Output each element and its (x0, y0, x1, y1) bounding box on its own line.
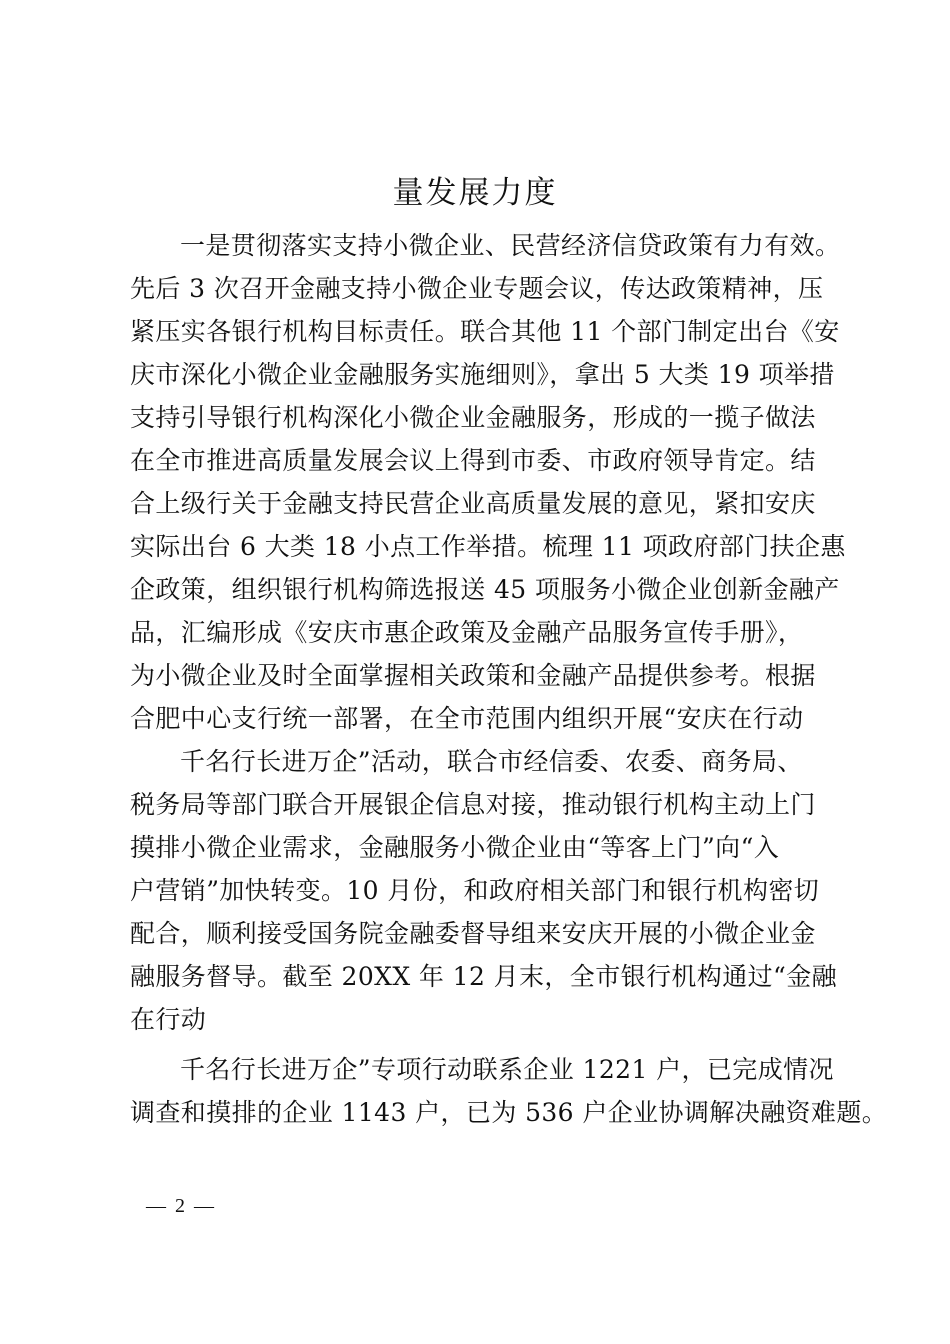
paragraph-line: 户营销”加快转变。10 月份，和政府相关部门和银行机构密切 (130, 876, 820, 905)
paragraph-line: 合上级行关于金融支持民营企业高质量发展的意见，紧扣安庆 (130, 489, 816, 518)
paragraph-line: 融服务督导。截至 20XX 年 12 月末，全市银行机构通过“金融 (130, 962, 837, 991)
paragraph-line: 紧压实各银行机构目标责任。联合其他 11 个部门制定出台《安 (130, 317, 840, 346)
paragraph-line: 企政策，组织银行机构筛选报送 45 项服务小微企业创新金融产 (130, 575, 840, 604)
page-number: — 2 — (146, 1195, 216, 1217)
paragraph-line: 支持引导银行机构深化小微企业金融服务，形成的一揽子做法 (130, 403, 816, 432)
paragraph-line: 摸排小微企业需求，金融服务小微企业由“等客上门”向“入 (130, 833, 780, 862)
section-heading: 量发展力度 (392, 175, 558, 211)
paragraph-line: 在行动 (130, 1005, 207, 1034)
paragraph-line: 千名行长进万企”专项行动联系企业 1221 户，已完成情况 (180, 1055, 834, 1084)
paragraph-line: 配合，顺利接受国务院金融委督导组来安庆开展的小微企业金 (130, 919, 816, 948)
paragraph-line: 调查和摸排的企业 1143 户，已为 536 户企业协调解决融资难题。 (130, 1098, 888, 1127)
paragraph-line: 先后 3 次召开金融支持小微企业专题会议，传达政策精神，压 (130, 274, 824, 303)
paragraph-line: 千名行长进万企”活动，联合市经信委、农委、商务局、 (180, 747, 803, 776)
paragraph-line: 合肥中心支行统一部署，在全市范围内组织开展“安庆在行动 (130, 704, 804, 733)
paragraph-line: 庆市深化小微企业金融服务实施细则》，拿出 5 大类 19 项举措 (130, 360, 835, 389)
paragraph-line: 一是贯彻落实支持小微企业、民营经济信贷政策有力有效。 (180, 231, 841, 260)
paragraph-line: 为小微企业及时全面掌握相关政策和金融产品提供参考。根据 (130, 661, 816, 690)
paragraph-line: 在全市推进高质量发展会议上得到市委、市政府领导肯定。结 (130, 446, 816, 475)
paragraph-line: 品，汇编形成《安庆市惠企政策及金融产品服务宣传手册》， (130, 618, 804, 647)
paragraph-line: 税务局等部门联合开展银企信息对接，推动银行机构主动上门 (130, 790, 816, 819)
paragraph-line: 实际出台 6 大类 18 小点工作举措。梳理 11 项政府部门扶企惠 (130, 532, 846, 561)
